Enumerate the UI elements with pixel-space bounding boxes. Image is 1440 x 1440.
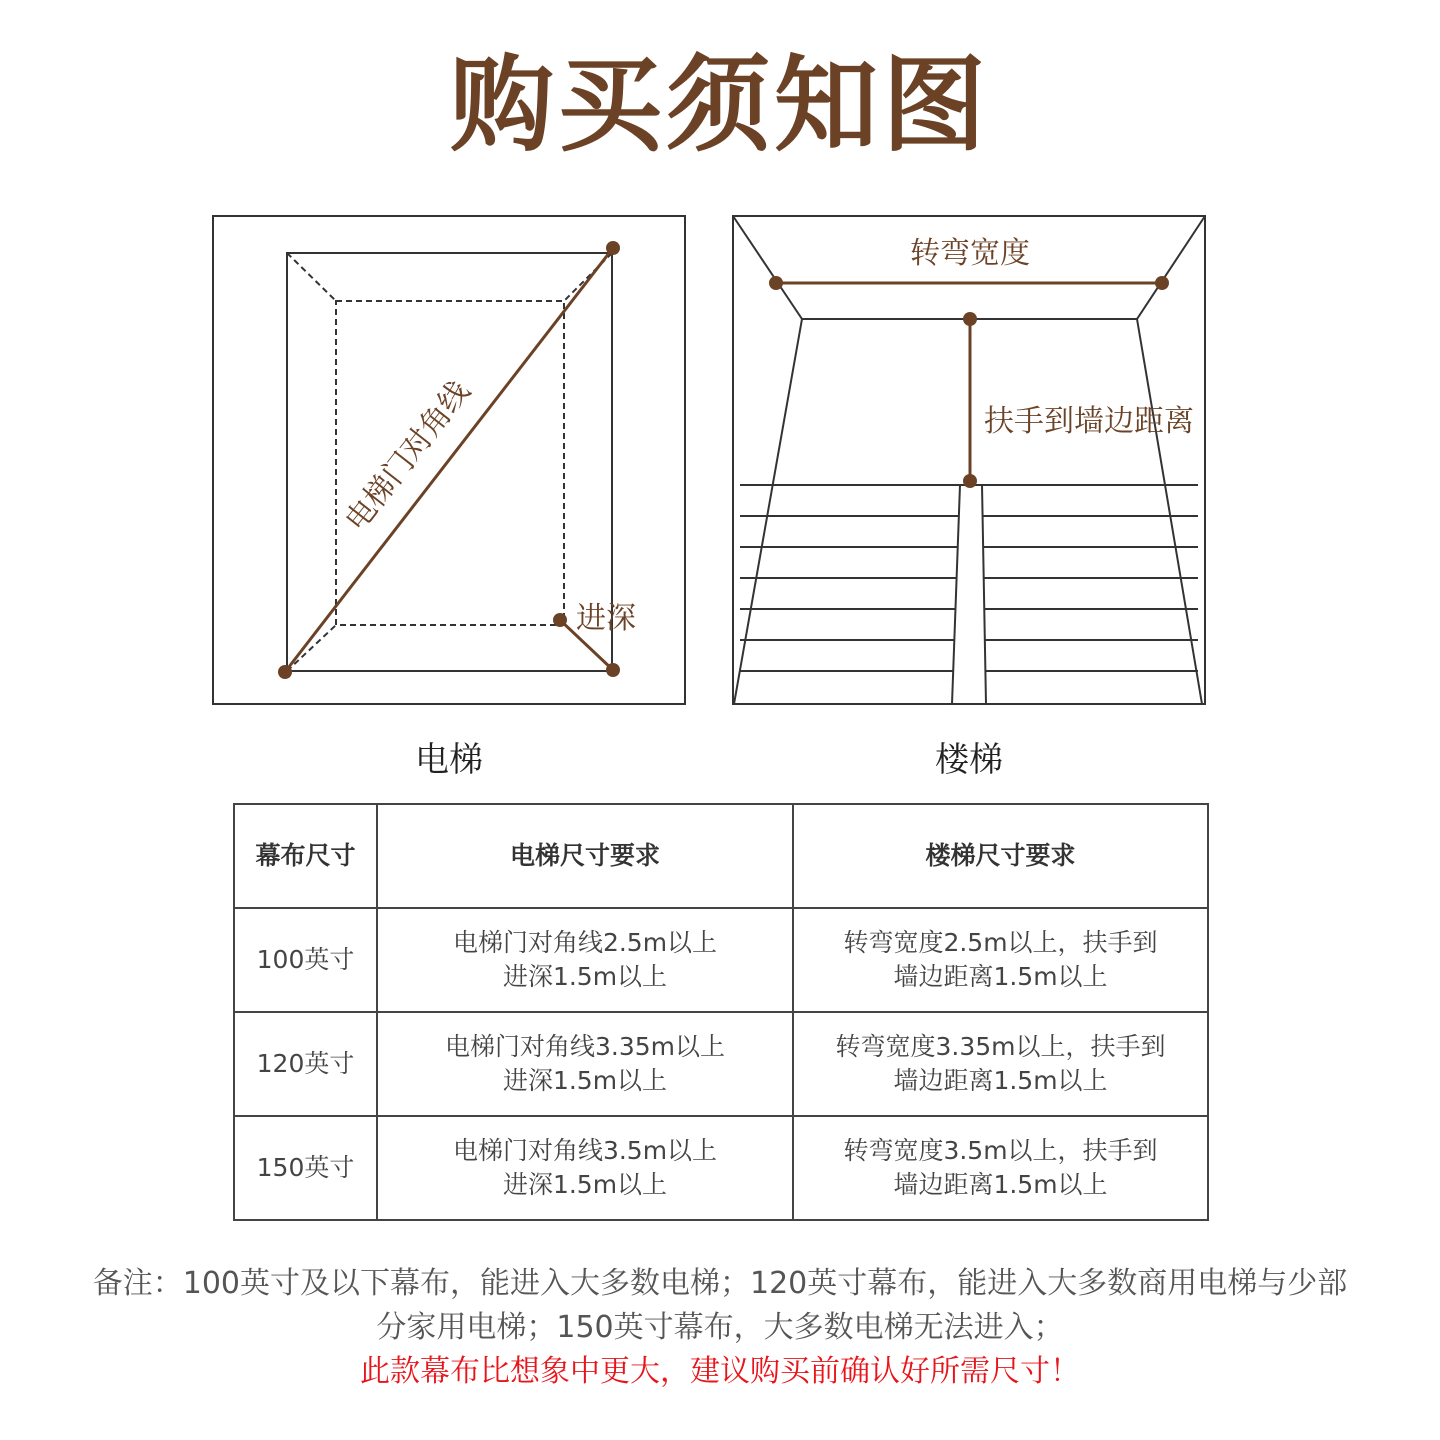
depth-label: 进深 xyxy=(576,601,636,636)
page-title: 购买须知图 xyxy=(449,44,990,166)
stairs-req-cell xyxy=(793,1116,1208,1220)
table-row xyxy=(234,908,1208,1012)
warning-text: 此款幕布比想象中更大，建议购买前确认好所需尺寸！ xyxy=(360,1354,1080,1389)
cell-line: 转弯宽度2.5m以上，扶手到 xyxy=(843,928,1158,957)
size-cell: 150英寸 xyxy=(234,1116,377,1220)
cell-line: 墙边距离1.5m以上 xyxy=(893,1066,1108,1095)
diagonal-label: 电梯门对角线 xyxy=(338,374,478,538)
turn-width-label: 转弯宽度 xyxy=(910,236,1030,271)
size-cell: 100英寸 xyxy=(234,908,377,1012)
stairs-caption: 楼梯 xyxy=(935,740,1003,780)
cell-line: 电梯门对角线3.35m以上 xyxy=(444,1032,726,1061)
cell-line: 电梯门对角线2.5m以上 xyxy=(452,928,718,957)
size-cell: 120英寸 xyxy=(234,1012,377,1116)
cell-line: 墙边距离1.5m以上 xyxy=(893,1170,1108,1199)
table-row xyxy=(234,1012,1208,1116)
cell-line: 转弯宽度3.5m以上，扶手到 xyxy=(843,1136,1158,1165)
table-header-row xyxy=(234,804,1208,908)
elevator-req-cell xyxy=(377,1116,793,1220)
cell-line: 进深1.5m以上 xyxy=(502,962,668,991)
elevator-req-cell xyxy=(377,908,793,1012)
cell-line: 转弯宽度3.35m以上，扶手到 xyxy=(835,1032,1166,1061)
table-row xyxy=(234,1116,1208,1220)
header-stairs-req: 楼梯尺寸要求 xyxy=(793,804,1208,908)
note-line-2: 分家用电梯；150英寸幕布，大多数电梯无法进入； xyxy=(376,1310,1064,1345)
cell-line: 墙边距离1.5m以上 xyxy=(893,962,1108,991)
note-line-1: 备注：100英寸及以下幕布，能进入大多数电梯；120英寸幕布，能进入大多数商用电梯与少部 xyxy=(92,1266,1348,1301)
notes-block xyxy=(40,1262,1400,1394)
size-requirements-table xyxy=(233,803,1209,1221)
elevator-req-cell xyxy=(377,1012,793,1116)
stairs-req-cell xyxy=(793,1012,1208,1116)
elevator-caption: 电梯 xyxy=(415,740,483,780)
elevator-inner-dashed xyxy=(336,301,564,625)
cell-line: 进深1.5m以上 xyxy=(502,1066,668,1095)
stairs-req-cell xyxy=(793,908,1208,1012)
cell-line: 进深1.5m以上 xyxy=(502,1170,668,1199)
cell-line: 电梯门对角线3.5m以上 xyxy=(452,1136,718,1165)
header-screen-size: 幕布尺寸 xyxy=(234,804,377,908)
handrail xyxy=(952,485,986,704)
header-elevator-req: 电梯尺寸要求 xyxy=(377,804,793,908)
handrail-label: 扶手到墙边距离 xyxy=(984,404,1194,439)
elevator-diagram xyxy=(212,215,686,707)
stairs-diagram xyxy=(732,215,1238,707)
